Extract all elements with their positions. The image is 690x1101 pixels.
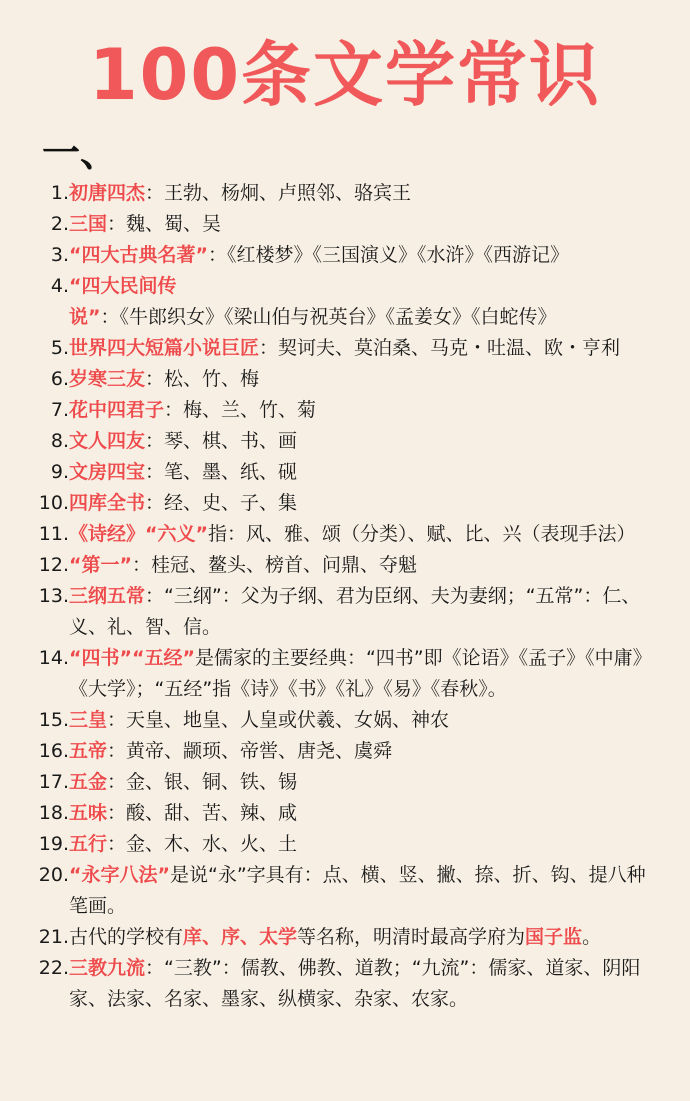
list-item — [0, 488, 690, 519]
list-item — [0, 395, 690, 426]
item-text: 是儒家的主要经典：“四书”即《论语》《孟子》《中庸》《大学》；“五经”指《诗》《书》《礼》《易》《春秋》。 — [69, 647, 652, 700]
item-keyword-2: 国子监 — [525, 926, 583, 948]
item-number: 4. — [50, 275, 69, 297]
item-keyword: 三国 — [69, 213, 108, 235]
item-number: 20. — [38, 864, 69, 886]
list-item — [0, 333, 690, 364]
item-text: ：《红楼梦》《三国演义》《水浒》《西游记》 — [207, 244, 569, 266]
item-number: 11. — [38, 523, 69, 545]
section-heading: 一、 — [42, 131, 119, 175]
item-text: ：天皇、地皇、人皇或伏羲、女娲、神农 — [107, 709, 450, 731]
item-keyword: 花中四君子 — [69, 399, 165, 421]
item-number: 7. — [50, 399, 69, 421]
item-number: 22. — [38, 957, 69, 979]
item-text: ：桂冠、鳌头、榜首、问鼎、夺魁 — [131, 554, 417, 576]
item-number: 2. — [50, 213, 69, 235]
item-keyword: 初唐四杰 — [69, 182, 146, 204]
list-item — [0, 271, 690, 333]
list-item — [0, 953, 690, 1015]
item-keyword: “四大民间传说” — [69, 275, 177, 328]
item-text-prefix: 古代的学校有 — [69, 926, 184, 948]
list-item — [0, 240, 690, 271]
item-text: ：琴、棋、书、画 — [145, 430, 298, 452]
item-text: ：梅、兰、竹、菊 — [164, 399, 317, 421]
list-item — [0, 209, 690, 240]
item-number: 17. — [38, 771, 69, 793]
item-text: ：“三纲”：父为子纲、君为臣纲、夫为妻纲；“五常”：仁、义、礼、智、信。 — [69, 585, 641, 638]
item-keyword: 五帝 — [69, 740, 108, 762]
item-text: ：《牛郎织女》《梁山伯与祝英台》《孟姜女》《白蛇传》 — [100, 306, 557, 328]
item-number: 18. — [38, 802, 69, 824]
list-item — [0, 581, 690, 643]
list-item — [0, 457, 690, 488]
item-keyword: 庠、序、太学 — [183, 926, 298, 948]
item-text: ：笔、墨、纸、砚 — [145, 461, 298, 483]
list-item — [0, 922, 690, 953]
item-text: 等名称，明清时最高学府为 — [297, 926, 526, 948]
item-number: 13. — [38, 585, 69, 607]
list-item — [0, 767, 690, 798]
page-title: 100条文学常识 — [88, 34, 602, 116]
item-number: 1. — [50, 182, 69, 204]
item-keyword: 文房四宝 — [69, 461, 146, 483]
item-keyword: 《诗经》“六义” — [69, 523, 208, 545]
item-keyword: 五行 — [69, 833, 108, 855]
item-number: 14. — [38, 647, 69, 669]
list-item — [0, 519, 690, 550]
item-text: ：“三教”：儒教、佛教、道教；“九流”：儒家、道家、阴阳家、法家、名家、墨家、纵横家、杂家、农家。 — [69, 957, 641, 1010]
item-keyword: 文人四友 — [69, 430, 146, 452]
list-item — [0, 178, 690, 209]
item-text: ：契诃夫、莫泊桑、马克・吐温、欧・亨利 — [259, 337, 621, 359]
item-keyword: “四大古典名著” — [69, 244, 208, 266]
item-number: 6. — [50, 368, 69, 390]
item-number: 21. — [38, 926, 69, 948]
item-text: ：黄帝、颛顼、帝喾、唐尧、虞舜 — [107, 740, 393, 762]
item-keyword: 五味 — [69, 802, 108, 824]
item-text: ：酸、甜、苦、辣、咸 — [107, 802, 298, 824]
item-text: ：魏、蜀、吴 — [107, 213, 222, 235]
item-text: 是说“永”字具有：点、横、竖、撇、捺、折、钩、提八种笔画。 — [69, 864, 646, 917]
item-number: 16. — [38, 740, 69, 762]
item-text: ：松、竹、梅 — [145, 368, 260, 390]
item-number: 3. — [50, 244, 69, 266]
knowledge-list — [0, 178, 690, 1015]
item-text-suffix: 。 — [582, 926, 602, 948]
item-text: ：金、银、铜、铁、锡 — [107, 771, 298, 793]
list-item — [0, 736, 690, 767]
list-item — [0, 364, 690, 395]
item-keyword: 岁寒三友 — [69, 368, 146, 390]
item-text: ：金、木、水、火、土 — [107, 833, 298, 855]
item-number: 5. — [50, 337, 69, 359]
item-keyword: “第一” — [69, 554, 132, 576]
list-item — [0, 798, 690, 829]
item-text: 指：风、雅、颂（分类）、赋、比、兴（表现手法） — [207, 523, 636, 545]
item-number: 10. — [38, 492, 69, 514]
list-item — [0, 860, 690, 922]
item-number: 19. — [38, 833, 69, 855]
item-keyword: 三教九流 — [69, 957, 146, 979]
item-text: ：王勃、杨炯、卢照邻、骆宾王 — [145, 182, 412, 204]
item-keyword: 三纲五常 — [69, 585, 146, 607]
list-item — [0, 829, 690, 860]
list-item — [0, 426, 690, 457]
item-keyword: “四书”“五经” — [69, 647, 195, 669]
item-number: 9. — [50, 461, 69, 483]
item-keyword: 三皇 — [69, 709, 108, 731]
list-item — [0, 705, 690, 736]
item-number: 12. — [38, 554, 69, 576]
item-keyword: 四库全书 — [69, 492, 146, 514]
item-keyword: “永字八法” — [69, 864, 170, 886]
item-keyword: 世界四大短篇小说巨匠 — [69, 337, 260, 359]
list-item — [0, 643, 690, 705]
item-number: 15. — [38, 709, 69, 731]
item-text: ：经、史、子、集 — [145, 492, 298, 514]
item-number: 8. — [50, 430, 69, 452]
item-keyword: 五金 — [69, 771, 108, 793]
list-item — [0, 550, 690, 581]
